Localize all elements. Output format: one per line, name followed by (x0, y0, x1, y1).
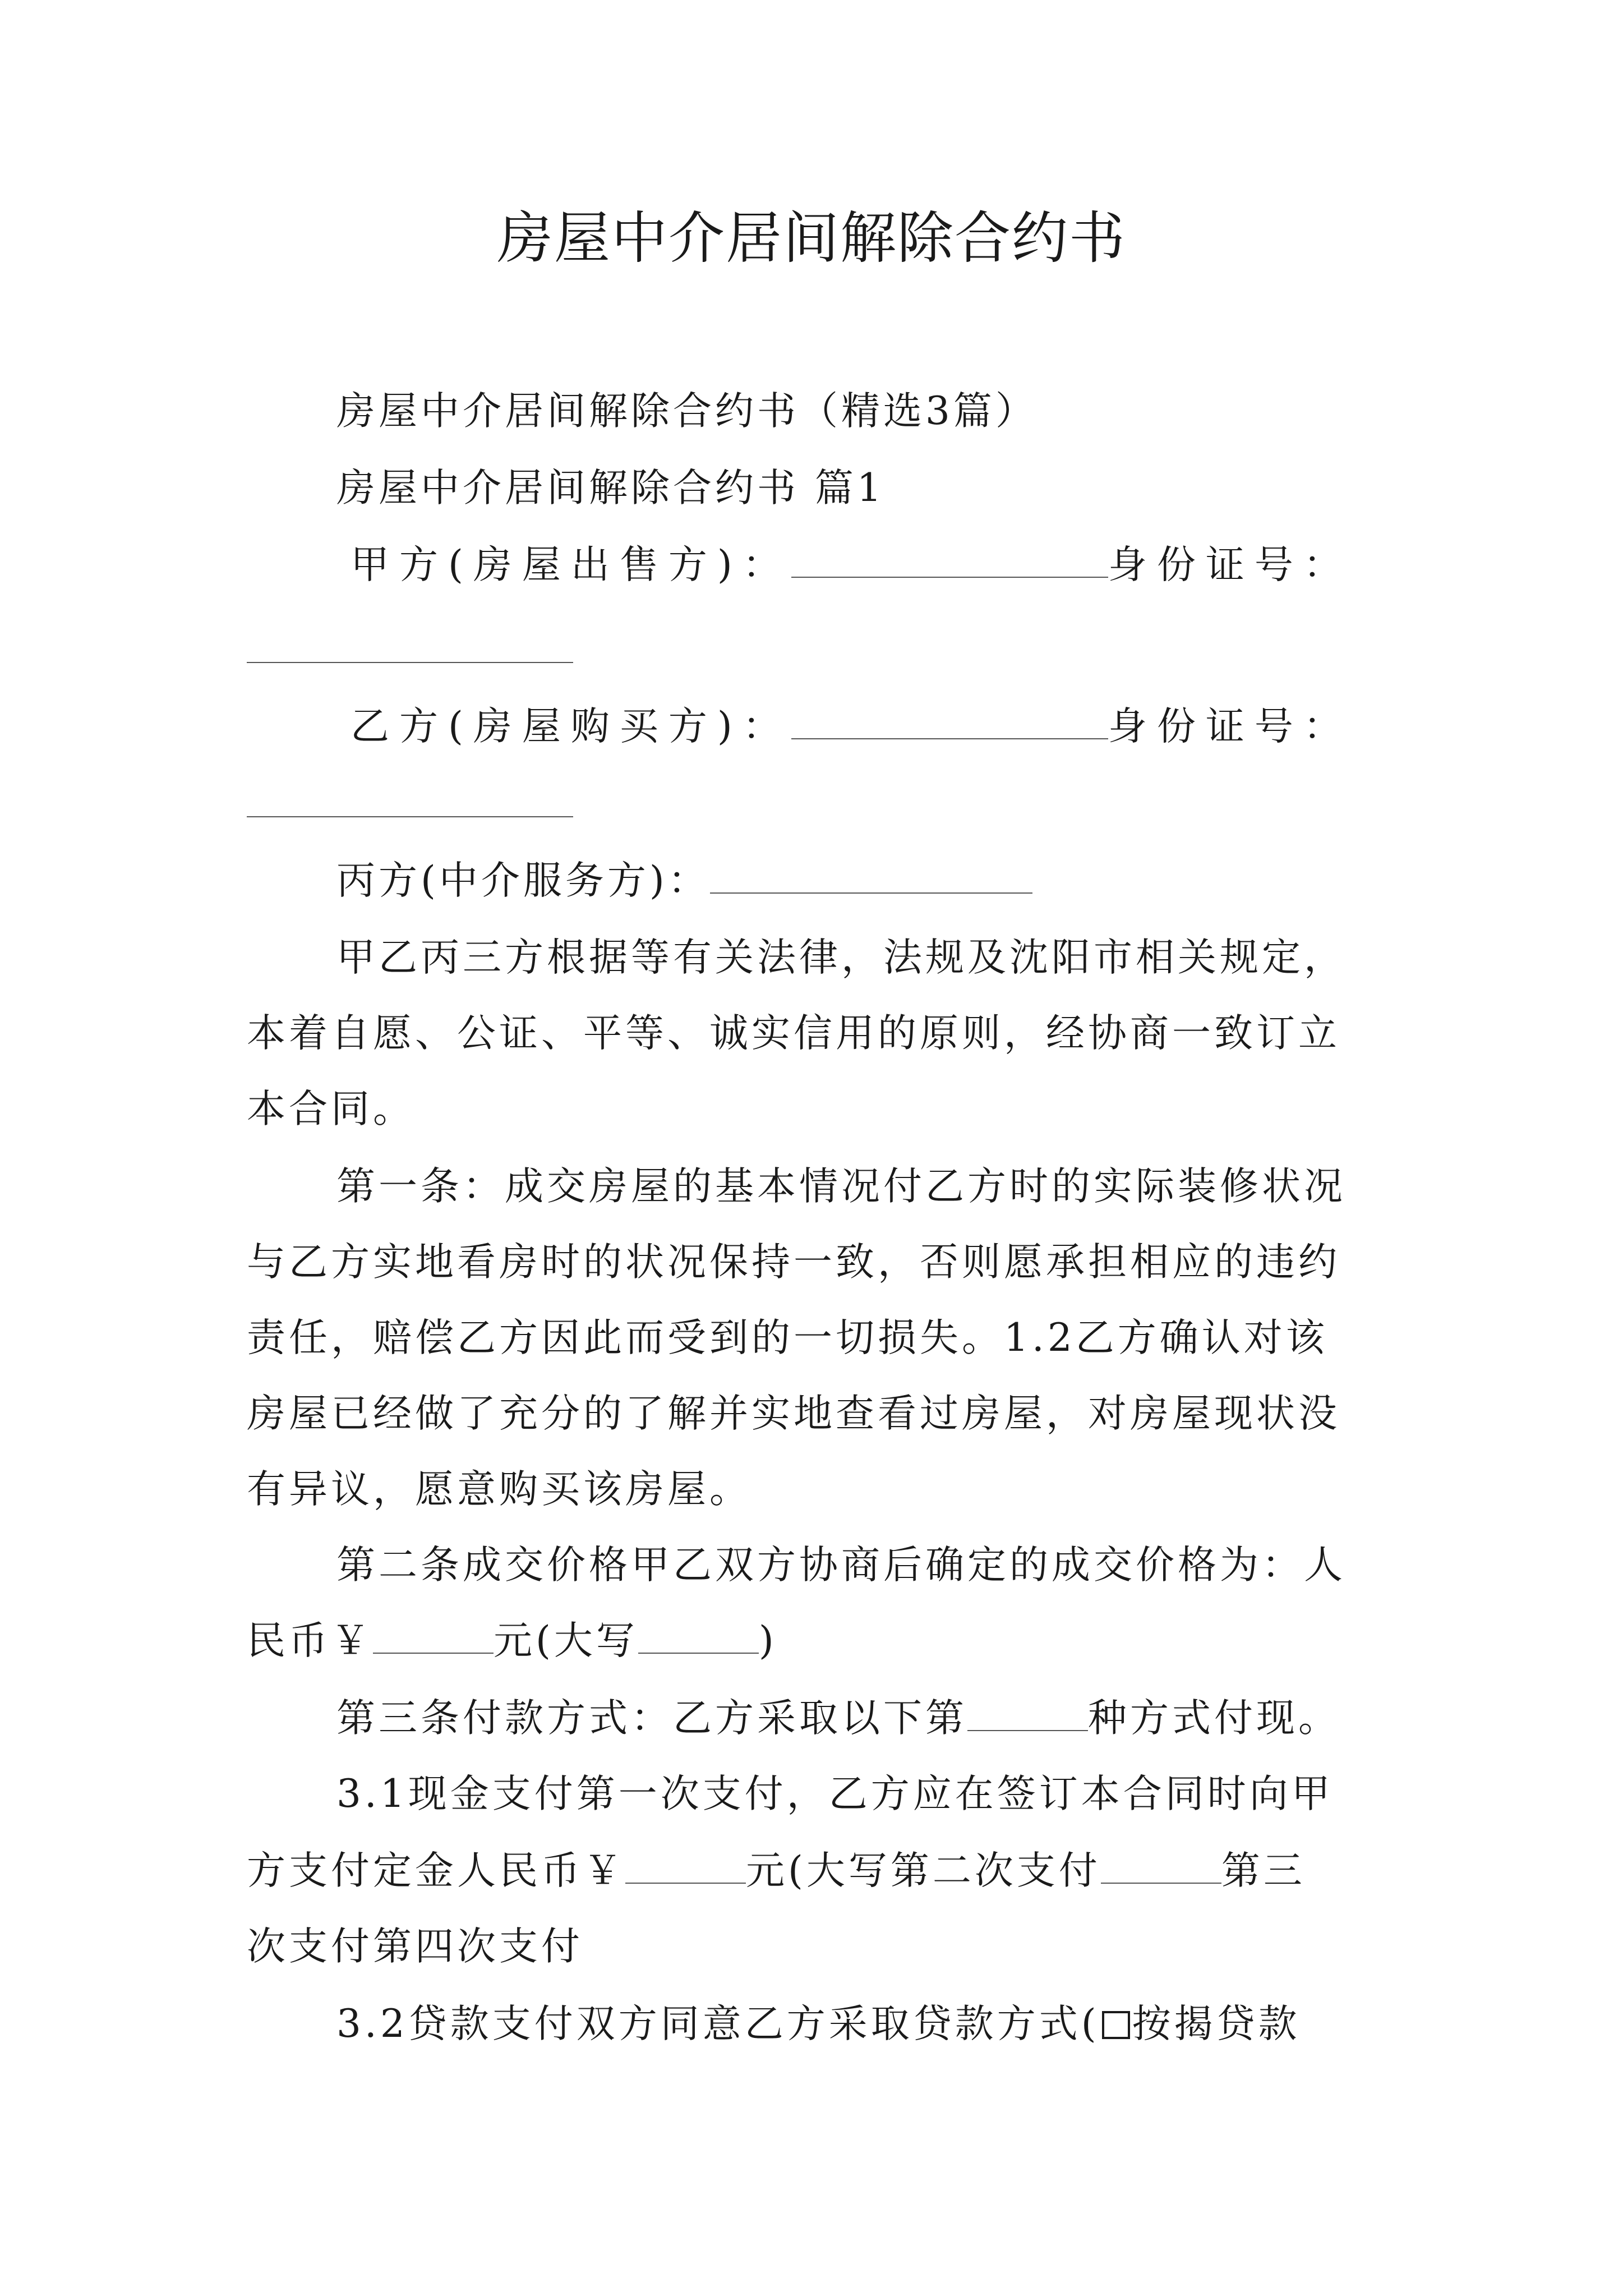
mortgage-label: 按揭贷款 (1132, 2001, 1301, 2046)
deposit-label: 方支付定金人民币￥ (247, 1848, 625, 1893)
document-subtitle: 房屋中介居间解除合约书（精选3篇） (336, 389, 1038, 434)
payment-method-label: 第三条付款方式：乙方采取以下第 (336, 1696, 967, 1741)
article-2-line-2 (247, 1616, 777, 1666)
price-close-paren: ) (758, 1618, 777, 1663)
party-b-label: 乙方(房屋购买方)： (351, 704, 791, 749)
article-1-line-4: 房屋已经做了充分的了解并实地查看过房屋，对房屋现状没 (247, 1391, 1340, 1436)
second-payment-label: 元(大写第二次支付 (746, 1848, 1101, 1893)
price-capital-blank (638, 1618, 759, 1654)
party-b-id-label: 身份证号： (1108, 704, 1352, 749)
party-a-id-blank (247, 662, 573, 663)
party-c-line (336, 855, 1032, 906)
party-a-label: 甲方(房屋出售方)： (351, 542, 791, 587)
loan-payment-label: 3.2贷款支付双方同意乙方采取贷款方式( (336, 2001, 1100, 2046)
party-a-id-label: 身份证号： (1108, 542, 1352, 587)
intro-line-2: 本着自愿、公证、平等、诚实信用的原则，经协商一致订立 (247, 1011, 1340, 1056)
party-b-line (351, 701, 1352, 752)
party-a-name-blank (791, 542, 1108, 578)
deposit-amount-blank (625, 1848, 746, 1884)
article-1-line-2: 与乙方实地看房时的状况保持一致，否则愿承担相应的违约 (247, 1240, 1340, 1285)
article-3-line-1 (336, 1693, 1340, 1743)
third-label: 第三 (1221, 1848, 1306, 1893)
article-1-line-5: 有异议，愿意购买该房屋。 (247, 1467, 751, 1512)
second-payment-blank (1101, 1848, 1221, 1884)
mortgage-checkbox[interactable] (1102, 2011, 1130, 2039)
payment-method-suffix: 种方式付现。 (1088, 1696, 1340, 1741)
price-capital-label: 元(大写 (494, 1618, 638, 1663)
article-1-line-3: 责任，赔偿乙方因此而受到的一切损失。1.2乙方确认对该 (247, 1315, 1328, 1360)
party-c-name-blank (710, 858, 1032, 894)
document-title: 房屋中介居间解除合约书 (497, 205, 1126, 271)
payment-method-blank (967, 1695, 1088, 1731)
article-1-line-1: 第一条：成交房屋的基本情况付乙方时的实际装修状况 (336, 1164, 1346, 1209)
party-c-label: 丙方(中介服务方)： (336, 858, 710, 903)
article-2-line-1: 第二条成交价格甲乙双方协商后确定的成交价格为：人 (336, 1543, 1346, 1588)
intro-line-1: 甲乙丙三方根据等有关法律，法规及沈阳市相关规定， (336, 935, 1346, 980)
rmb-label: 民币￥ (247, 1618, 373, 1663)
clause-3-1-line-3: 次支付第四次支付 (247, 1924, 583, 1969)
party-a-line (351, 540, 1352, 590)
clause-3-2-line-1 (336, 1999, 1301, 2049)
party-b-name-blank (791, 703, 1108, 739)
party-b-id-blank (247, 816, 573, 817)
section-heading: 房屋中介居间解除合约书 篇1 (336, 466, 885, 510)
intro-line-3: 本合同。 (247, 1087, 415, 1131)
price-amount-blank (373, 1618, 494, 1654)
clause-3-1-line-1: 3.1现金支付第一次支付，乙方应在签订本合同时向甲 (336, 1772, 1334, 1816)
clause-3-1-line-2 (247, 1846, 1306, 1896)
